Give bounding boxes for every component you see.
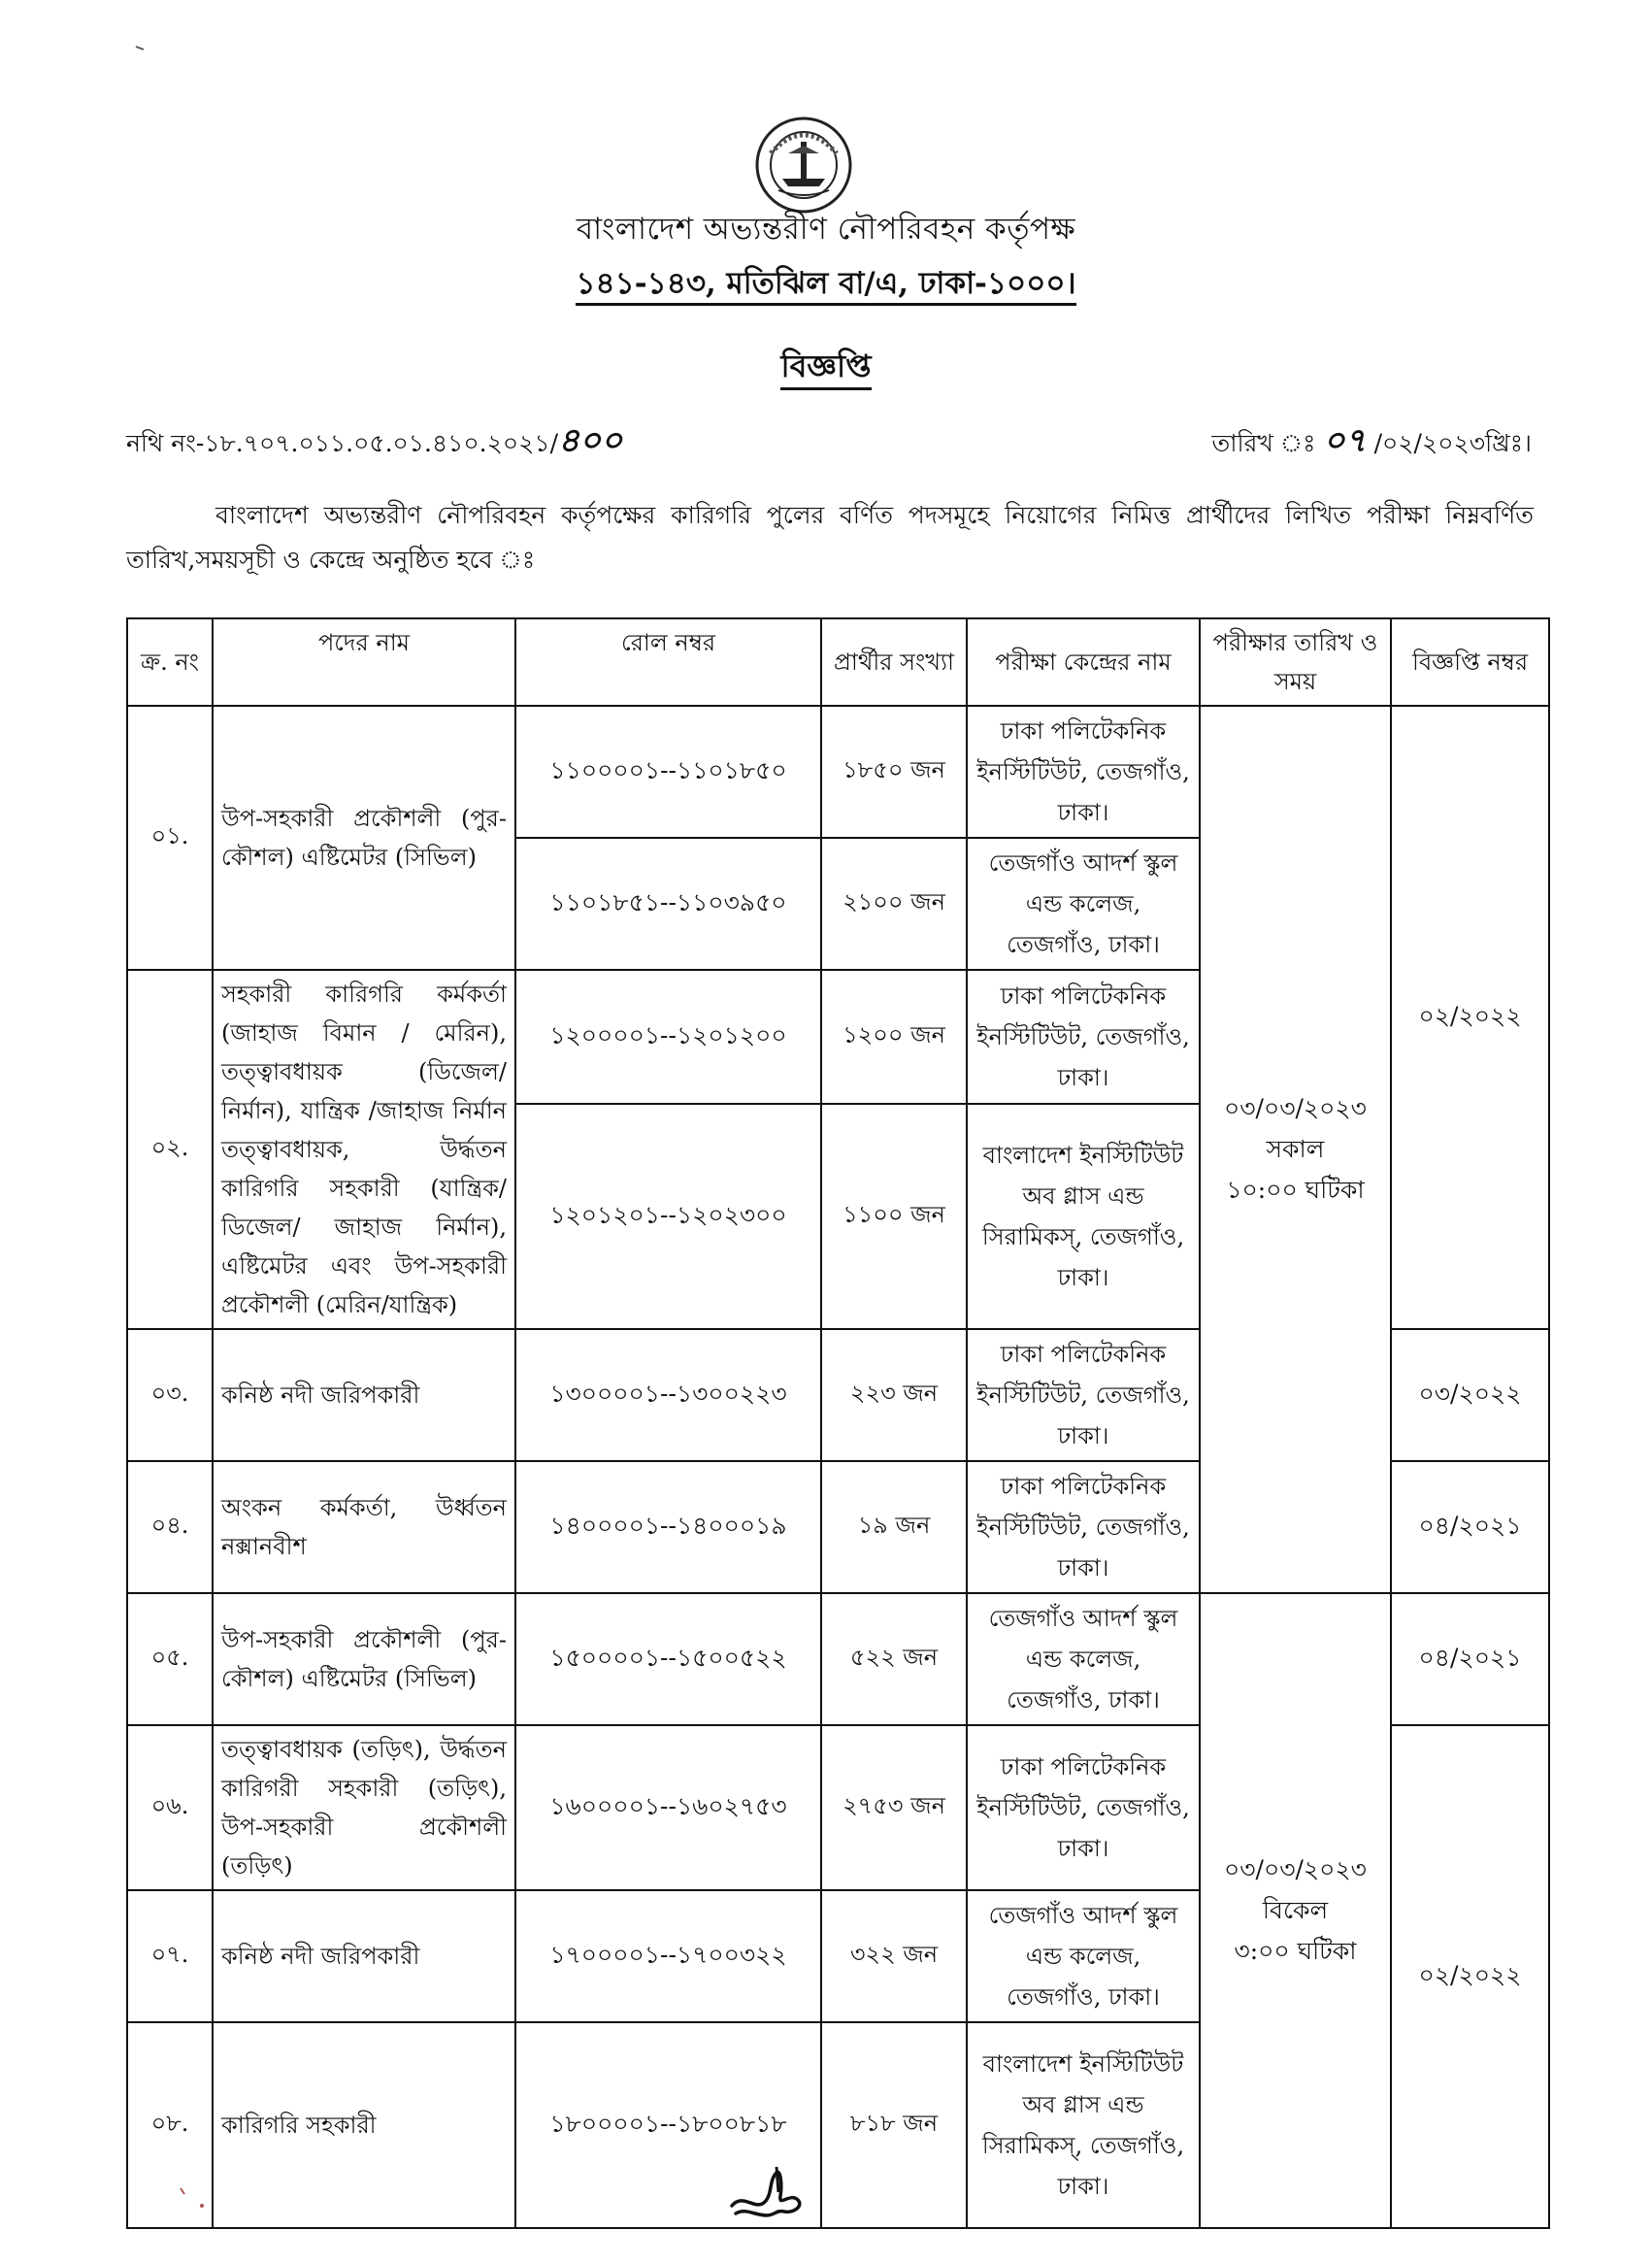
date-line [1212, 416, 1533, 471]
roll-range-cell: ১৩০০০০১--১৩০০২২৩ [515, 1329, 821, 1461]
exam-datetime-morning [1200, 706, 1391, 1593]
exam-datetime-afternoon [1200, 1593, 1391, 2228]
candidate-count-cell: ১২০০ জন [821, 970, 967, 1104]
table-row [127, 1593, 1549, 1725]
roll-range-cell: ১৬০০০০১--১৬০২৭৫৩ [515, 1725, 821, 1890]
roll-range-cell: ১৫০০০০১--১৫০০৫২২ [515, 1593, 821, 1725]
exam-center-cell: তেজগাঁও আদর্শ স্কুল এন্ড কলেজ, তেজগাঁও, ঢাকা। [967, 1890, 1200, 2022]
exam-center-cell: বাংলাদেশ ইনস্টিটিউট অব গ্লাস এন্ড সিরামিকস্, তেজগাঁও, ঢাকা। [967, 2022, 1200, 2228]
memo-number-handwritten: ৪০০ [558, 421, 623, 460]
advert-number-cell: ০২/২০২২ [1391, 1725, 1549, 2228]
serial-cell: ০২. [127, 970, 213, 1329]
date-day-handwritten: ০৭ [1323, 421, 1367, 460]
exam-session: সকাল [1266, 1135, 1325, 1163]
post-name-cell: কনিষ্ঠ নদী জরিপকারী [213, 1329, 515, 1461]
memo-prefix: নথি নং-১৮.৭০৭.০১১.০৫.০১.৪১০.২০২১/ [126, 429, 558, 457]
table-row [127, 706, 1549, 838]
organization-address-text: ১৪১-১৪৩, মতিঝিল বা/এ, ঢাকা-১০০০। [576, 266, 1075, 306]
serial-cell: ০১. [127, 706, 213, 970]
signature-mark [726, 2163, 819, 2221]
post-name-cell: অংকন কর্মকর্তা, উর্ধ্বতন নক্সানবীশ [213, 1461, 515, 1593]
roll-range-cell: ১১০১৮৫১--১১০৩৯৫০ [515, 838, 821, 970]
post-name-cell: উপ-সহকারী প্রকৌশলী (পুর-কৌশল) এষ্টিমেটর (সিভিল) [213, 1593, 515, 1725]
exam-time: ১০:০০ ঘটিকা [1226, 1176, 1365, 1204]
header-roll-number: রোল নম্বর [515, 618, 821, 706]
exam-center-cell: বাংলাদেশ ইনস্টিটিউট অব গ্লাস এন্ড সিরামিকস্, তেজগাঁও, ঢাকা। [967, 1104, 1200, 1329]
advert-number-cell: ০৪/২০২১ [1391, 1461, 1549, 1593]
serial-cell: ০৪. [127, 1461, 213, 1593]
roll-range-cell: ১৭০০০০১--১৭০০৩২২ [515, 1890, 821, 2022]
post-name-cell: তত্ত্বাবধায়ক (তড়িৎ), উর্দ্ধতন কারিগরী সহকারী (তড়িৎ), উপ-সহকারী প্রকৌশলী (তড়িৎ) [213, 1725, 515, 1890]
roll-range-cell: ১২০১২০১--১২০২৩০০ [515, 1104, 821, 1329]
candidate-count-cell: ২৭৫৩ জন [821, 1725, 967, 1890]
organization-name: বাংলাদেশ অভ্যন্তরীণ নৌপরিবহন কর্তৃপক্ষ [576, 212, 1076, 247]
post-name-cell: কনিষ্ঠ নদী জরিপকারী [213, 1890, 515, 2022]
post-name-cell: কারিগরি সহকারী [213, 2022, 515, 2228]
header-serial: ক্র. নং [127, 618, 213, 706]
candidate-count-cell: ৮১৮ জন [821, 2022, 967, 2228]
roll-range-cell: ১৮০০০০১--১৮০০৮১৮ [515, 2022, 821, 2228]
candidate-count-cell: ১১০০ জন [821, 1104, 967, 1329]
organization-address [0, 260, 1652, 311]
serial-cell: ০৬. [127, 1725, 213, 1890]
exam-center-cell: ঢাকা পলিটেকনিক ইনস্টিটিউট, তেজগাঁও, ঢাকা। [967, 1329, 1200, 1461]
candidate-count-cell: ১৮৫০ জন [821, 706, 967, 838]
serial-cell: ০৩. [127, 1329, 213, 1461]
roll-range-cell: ১১০০০০১--১১০১৮৫০ [515, 706, 821, 838]
roll-range-cell: ১২০০০০১--১২০১২০০ [515, 970, 821, 1104]
memo-number-line [126, 416, 622, 471]
header-advert-number: বিজ্ঞপ্তি নম্বর [1391, 618, 1549, 706]
header-candidate-count: প্রার্থীর সংখ্যা [821, 618, 967, 706]
exam-date: ০৩/০৩/২০২৩ [1224, 1094, 1367, 1122]
candidate-count-cell: ১৯ জন [821, 1461, 967, 1593]
candidate-count-cell: ৫২২ জন [821, 1593, 967, 1725]
header-post-name: পদের নাম [213, 618, 515, 706]
exam-center-cell: ঢাকা পলিটেকনিক ইনস্টিটিউট, তেজগাঁও, ঢাকা। [967, 1461, 1200, 1593]
intro-text: বাংলাদেশ অভ্যন্তরীণ নৌপরিবহন কর্তৃপক্ষের কারিগরি পুলের বর্ণিত পদসমূহে নিয়োগের নিমিত্ত প্রার্থীদের লিখিত পরীক্ষা নিম্নবর্ণিত তারিখ,সময়সূচী ও কেন্দ্রে অনুষ্ঠিত হবে ঃ [126, 501, 1534, 574]
notice-title-text: বিজ্ঞপ্তি [780, 348, 871, 390]
exam-center-cell: তেজগাঁও আদর্শ স্কুল এন্ড কলেজ, তেজগাঁও, ঢাকা। [967, 838, 1200, 970]
serial-cell: ০৫. [127, 1593, 213, 1725]
table-header-row [127, 618, 1549, 706]
serial-cell: ০৮. [127, 2022, 213, 2228]
date-prefix: তারিখ ঃ [1211, 429, 1324, 457]
header-exam-datetime: পরীক্ষার তারিখ ও সময় [1200, 618, 1391, 706]
roll-range-cell: ১৪০০০০১--১৪০০০১৯ [515, 1461, 821, 1593]
exam-center-cell: ঢাকা পলিটেকনিক ইনস্টিটিউট, তেজগাঁও, ঢাকা। [967, 706, 1200, 838]
exam-session: বিকেল [1262, 1896, 1329, 1924]
post-name-cell: উপ-সহকারী প্রকৌশলী (পুর-কৌশল) এষ্টিমেটর (সিভিল) [213, 706, 515, 970]
date-rest: /০২/২০২৩খ্রিঃ। [1366, 429, 1532, 457]
exam-date: ০৩/০৩/২০২৩ [1224, 1855, 1367, 1883]
advert-number-cell: ০২/২০২২ [1391, 706, 1549, 1329]
post-name-cell: সহকারী কারিগরি কর্মকর্তা (জাহাজ বিমান / মেরিন), তত্ত্বাবধায়ক (ডিজেল/ নির্মান), যান্ত্রিক /জাহাজ নির্মান তত্ত্বাবধায়ক, উর্দ্ধতন কারিগরি সহকারী (যান্ত্রিক/ ডিজেল/ জাহাজ নির্মান), এষ্টিমেটর এবং উপ-সহকারী প্রকৌশলী (মেরিন/যান্ত্রিক) [213, 970, 515, 1329]
notice-title [0, 342, 1652, 394]
header-exam-center: পরীক্ষা কেন্দ্রের নাম [967, 618, 1200, 706]
serial-cell: ০৭. [127, 1890, 213, 2022]
exam-time: ৩:০০ ঘটিকা [1234, 1937, 1357, 1965]
intro-paragraph [126, 493, 1534, 582]
advert-number-cell: ০৩/২০২২ [1391, 1329, 1549, 1461]
candidate-count-cell: ২২৩ জন [821, 1329, 967, 1461]
advert-number-cell: ০৪/২০২১ [1391, 1593, 1549, 1725]
exam-center-cell: ঢাকা পলিটেকনিক ইনস্টিটিউট, তেজগাঁও, ঢাকা। [967, 970, 1200, 1104]
exam-schedule-table [126, 617, 1550, 2229]
candidate-count-cell: ৩২২ জন [821, 1890, 967, 2022]
exam-center-cell: ঢাকা পলিটেকনিক ইনস্টিটিউট, তেজগাঁও, ঢাকা। [967, 1725, 1200, 1890]
exam-center-cell: তেজগাঁও আদর্শ স্কুল এন্ড কলেজ, তেজগাঁও, ঢাকা। [967, 1593, 1200, 1725]
biwta-logo-seal [753, 115, 854, 216]
candidate-count-cell: ২১০০ জন [821, 838, 967, 970]
